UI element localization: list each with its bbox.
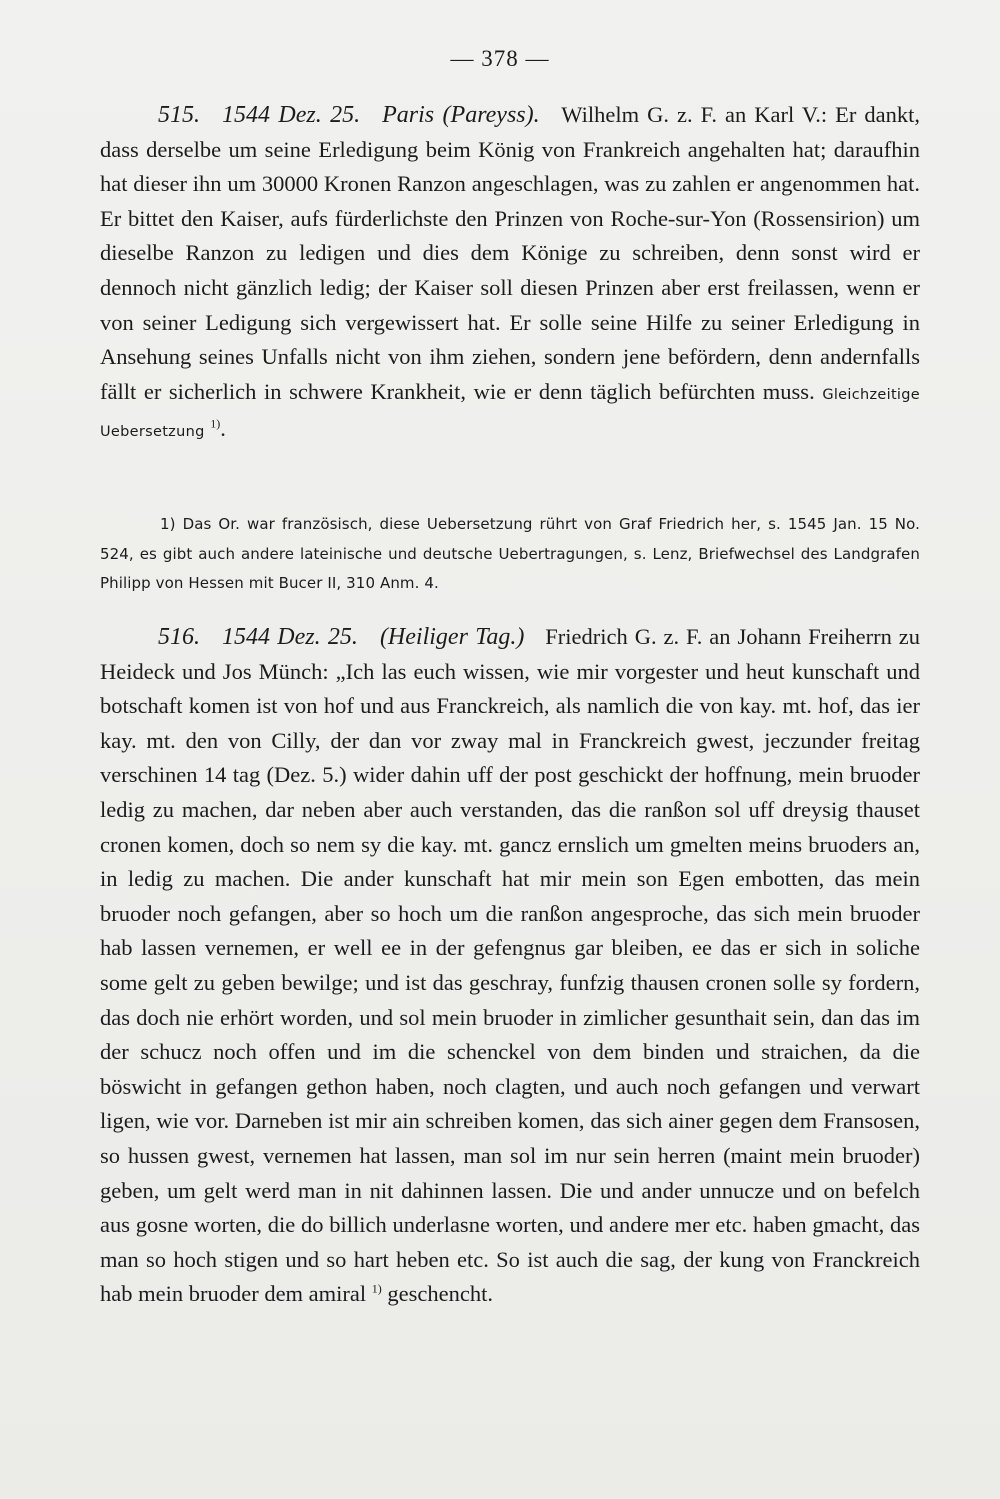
footnote-text: Das Or. war französisch, diese Uebersetzung rührt von Graf Friedrich her, s. 1545 Jan. 15 No. 524, es gibt auch andere lateinische und deutsche Uebertragungen, s. Lenz, Briefwechsel des Landgrafen Philipp von Hessen mit Bucer II, 310 Anm. 4. <box>100 515 921 592</box>
footnote-ref: 1) <box>371 1281 382 1296</box>
entry-body: Wilhelm G. z. F. an Karl V.: Er dankt, dass derselbe um seine Erledigung beim König von Frankreich angehalten hat; daraufhin hat dieser ihn um 30000 Kronen Ranzon angeschlagen, was zu zahlen er angenommen hat. Er bittet den Kaiser, aufs fürderlichste den Prinzen von Roche-sur-Yon (Rossensirion) um dieselbe Ranzon zu ledigen und dies dem Könige zu schreiben, denn sonst wird er dennoch nicht gänzlich ledig; der Kaiser soll diesen Prinzen aber erst freilassen, wenn er von seiner Ledigung sich vergewissert hat. Er solle seine Hilfe zu seiner Erledigung in Ansehung seines Unfalls nicht von ihm ziehen, sondern jene befördern, denn andernfalls fällt er sicherlich in schwere Krankheit, wie er denn täglich befürchten muss. <box>100 102 921 404</box>
entry-515 <box>100 98 920 450</box>
footnote-ref: 1) <box>210 416 221 431</box>
page-number: — 378 — <box>450 46 550 71</box>
entry-date: 1544 Dez. 25. <box>222 102 361 128</box>
entry-heading <box>158 102 554 128</box>
entry-paragraph <box>100 620 920 1312</box>
footnote <box>100 510 920 599</box>
entry-body: Friedrich G. z. F. an Johann Freiherrn zu Heideck und Jos Münch: „Ich las euch wissen, wie mir vorgester und heut kunschaft und botschaft komen ist von hof und aus Franckreich, als namlich die von kay. mt. hof, das ier kay. mt. den von Cilly, der dan vor zway mal in Franckreich gwest, jeczunder freitag verschinen 14 tag (Dez. 5.) wider dahin uff der post geschickt der hoffnung, mein bruoder ledig zu machen, dar neben aber auch verstanden, das die ranßon sol uff dreysig thauset cronen komen, doch so nem sy die kay. mt. gancz ernslich um gmelten meins bruoders an, in ledig zu machen. Die ander kunschaft hat mir mein son Egen embotten, das mein bruoder noch gefangen, aber so hoch um die ranßon angesproche, das sich mein bruoder hab lassen vernemen, er well ee in der gefengnus gar bleiben, ee das er sich in soliche some gelt zu geben bewilge; und ist das geschray, funfzig thausen cronen solle sy fordern, das doch nie erhört worden, und sol mein bruoder in zimlicher gesunthait sein, dan das im der schucz noch offen und im die schenckel von dem binden und straichen, da die böswicht in gefangen gethon haben, noch clagten, und auch noch gefangen und verwart ligen, wie vor. Darneben ist mir ain schreiben komen, das sich ainer gegen dem Fransosen, so hussen gwest, vernemen hat lassen, man sol im nur sein herren (maint mein bruoder) geben, um gelt werd man in nit dahinnen lassen. Die und ander unnucze und on befelch aus gosne worten, die do billich underlasne worten, und andere mer etc. haben gmacht, das man so hoch stigen und so hart heben etc. So ist auch die sag, der kung von Franckreich hab mein bruoder dem amiral <box>100 624 921 1307</box>
entry-place: (Heiliger Tag.) <box>379 624 525 650</box>
entry-body-end: geschencht. <box>387 1281 493 1307</box>
entry-number: 516. <box>158 624 200 650</box>
entry-number: 515. <box>158 102 200 128</box>
translation-note: Gleichzeitige Uebersetzung <box>100 386 920 441</box>
entry-516 <box>100 620 920 1312</box>
entry-place: Paris (Pareyss). <box>382 102 540 128</box>
entry-heading <box>158 624 538 650</box>
footnote-marker: 1) <box>160 515 176 533</box>
entry-date: 1544 Dez. 25. <box>222 624 358 650</box>
entry-paragraph <box>100 98 920 450</box>
footnote-paragraph <box>100 510 920 599</box>
note-end: . <box>220 416 226 442</box>
